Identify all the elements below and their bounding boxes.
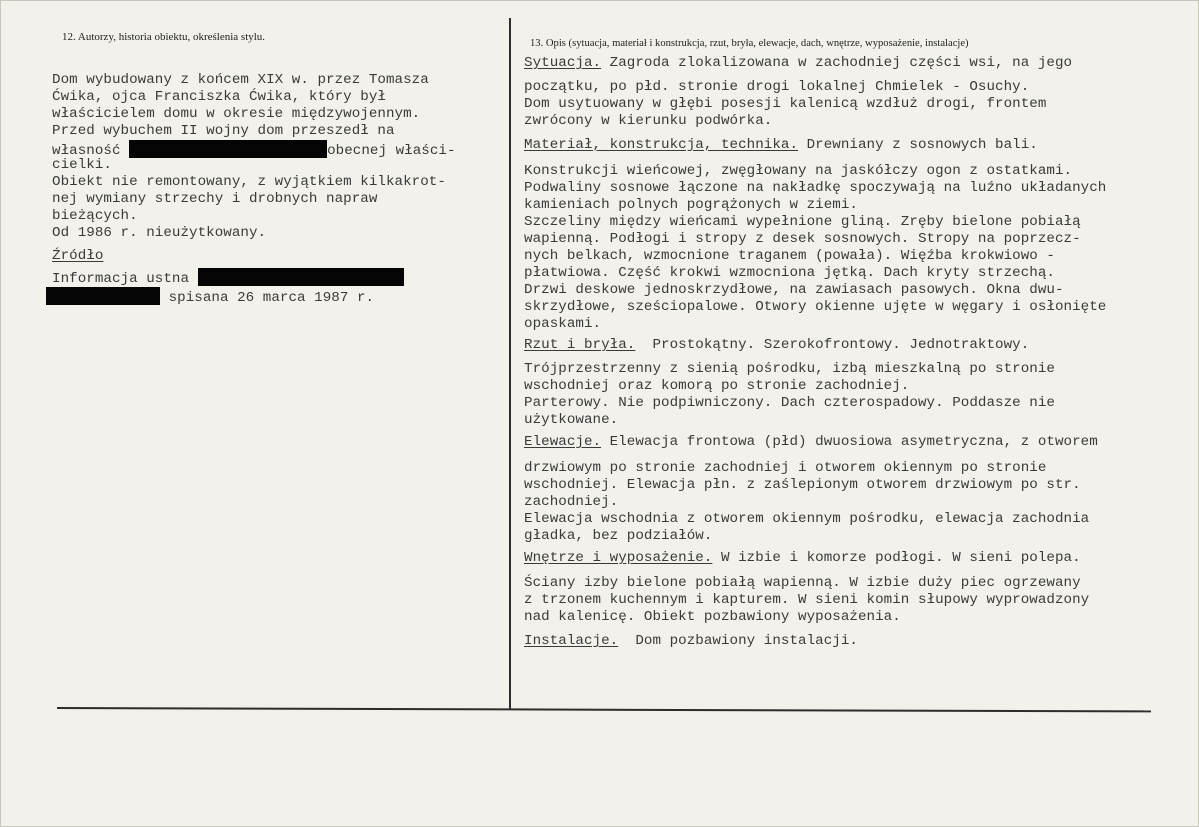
elewacje-line: zachodniej. (524, 494, 619, 510)
wnetrze-line: Ściany izby bielone pobiałą wapienną. W izbie duży piec ogrzewany (524, 575, 1081, 591)
section-elewacje-title-line (524, 434, 1098, 451)
section-text: Dom pozbawiony instalacji. (618, 633, 858, 649)
redaction-bar (46, 287, 160, 305)
material-line: płatwiowa. Część krokwi wzmocniona jętką. Dach kryty strzechą. (524, 265, 1055, 281)
section-title: Sytuacja. (524, 55, 602, 71)
elewacje-line: drzwiowym po stronie zachodniej i otworem okiennym po stronie (524, 460, 1047, 476)
section-title: Wnętrze i wyposażenie. (524, 550, 713, 566)
material-line: opaskami. (524, 316, 602, 332)
left-column-header: 12. Autorzy, historia obiektu, określenia stylu. (62, 31, 266, 43)
section-text: Drewniany z sosnowych bali. (798, 137, 1038, 153)
history-line-3: właścicielem domu w okresie międzywojennym. (52, 106, 421, 122)
section-text: Elewacja frontowa (płd) dwuosiowa asymetryczna, z otworem (601, 434, 1098, 450)
history-text: własność (52, 143, 130, 159)
section-text: Zagroda zlokalizowana w zachodniej części wsi, na jego (601, 55, 1073, 71)
sytuacja-line: zwrócony w kierunku podwórka. (524, 113, 773, 129)
material-line: nych belkach, wzmocnione traganem (powała). Więźba krokwiowo - (524, 248, 1055, 264)
rzut-line: wschodniej oraz komorą po stronie zachodniej. (524, 378, 910, 394)
history-line-10: Od 1986 r. nieużytkowany. (52, 225, 267, 241)
history-line-6: cielki. (52, 157, 112, 173)
history-text: obecnej właści- (327, 143, 456, 159)
section-title: Rzut i bryła. (524, 337, 636, 353)
history-line-2: Ćwika, ojca Franciszka Ćwika, który był (52, 89, 386, 105)
history-line-9: bieżących. (52, 208, 138, 224)
elewacje-line: Elewacja wschodnia z otworem okiennym pośrodku, elewacja zachodnia (524, 511, 1090, 527)
rzut-line: użytkowane. (524, 412, 619, 428)
history-line-5 (52, 140, 456, 160)
sytuacja-line: Dom usytuowany w głębi posesji kalenicą wzdłuż drogi, frontem (524, 96, 1047, 112)
redaction-bar (198, 268, 404, 286)
material-line: Podwaliny sosnowe łączone na nakładkę spoczywają na luźno układanych (524, 180, 1107, 196)
section-material-title-line (524, 137, 1038, 154)
section-wnetrze-title-line (524, 550, 1081, 567)
source-line-1 (52, 268, 404, 288)
sytuacja-line: początku, po płd. stronie drogi lokalnej Chmielek - Osuchy. (524, 79, 1030, 95)
history-line-8: nej wymiany strzechy i drobnych napraw (52, 191, 378, 207)
rzut-line: Trójprzestrzenny z sienią pośrodku, izbą mieszkalną po stronie (524, 361, 1055, 377)
section-title: Instalacje. (524, 633, 619, 649)
elewacje-line: wschodniej. Elewacja płn. z zaślepionym otworem drzwiowym po str. (524, 477, 1081, 493)
right-column-header: 13. Opis (sytuacja, materiał i konstrukcja, rzut, bryła, elewacje, dach, wnętrze, wyposażenie, instalacje) (530, 38, 969, 49)
section-title: Materiał, konstrukcja, technika. (524, 137, 799, 153)
source-line-2 (46, 287, 374, 307)
history-line-7: Obiekt nie remontowany, z wyjątkiem kilkakrot- (52, 174, 446, 190)
source-text: Informacja ustna (52, 271, 198, 287)
column-divider (509, 18, 511, 710)
material-line: Konstrukcji wieńcowej, zwęgłowany na jaskółczy ogon z ostatkami. (524, 163, 1073, 179)
history-line-1: Dom wybudowany z końcem XIX w. przez Tomasza (52, 72, 429, 88)
material-line: skrzydłowe, sześciopalowe. Otwory okienne ujęte w węgary i osłonięte (524, 299, 1107, 315)
section-text: Prostokątny. Szerokofrontowy. Jednotraktowy. (635, 337, 1030, 353)
elewacje-line: gładka, bez podziałów. (524, 528, 713, 544)
wnetrze-line: z trzonem kuchennym i kapturem. W sieni komin słupowy wyprowadzony (524, 592, 1090, 608)
redaction-bar (129, 140, 327, 158)
source-title: Źródło (52, 248, 104, 264)
material-line: Drzwi deskowe jednoskrzydłowe, na zawiasach pasowych. Okna dwu- (524, 282, 1064, 298)
section-title: Elewacje. (524, 434, 602, 450)
section-instalacje-title-line (524, 633, 858, 650)
material-line: kamieniach polnych pogrążonych w ziemi. (524, 197, 858, 213)
section-rzut-title-line (524, 337, 1029, 354)
material-line: Szczeliny między wieńcami wypełnione gliną. Zręby bielone pobiałą (524, 214, 1081, 230)
section-sytuacja-title-line (524, 55, 1072, 72)
bottom-rule (57, 707, 1151, 712)
section-text: W izbie i komorze podłogi. W sieni polepa. (712, 550, 1081, 566)
history-line-4: Przed wybuchem II wojny dom przeszedł na (52, 123, 395, 139)
source-text: spisana 26 marca 1987 r. (160, 290, 375, 306)
rzut-line: Parterowy. Nie podpiwniczony. Dach czterospadowy. Poddasze nie (524, 395, 1055, 411)
material-line: wapienną. Podłogi i stropy z desek sosnowych. Stropy na poprzecz- (524, 231, 1081, 247)
wnetrze-line: nad kalenicę. Obiekt pozbawiony wyposażenia. (524, 609, 901, 625)
